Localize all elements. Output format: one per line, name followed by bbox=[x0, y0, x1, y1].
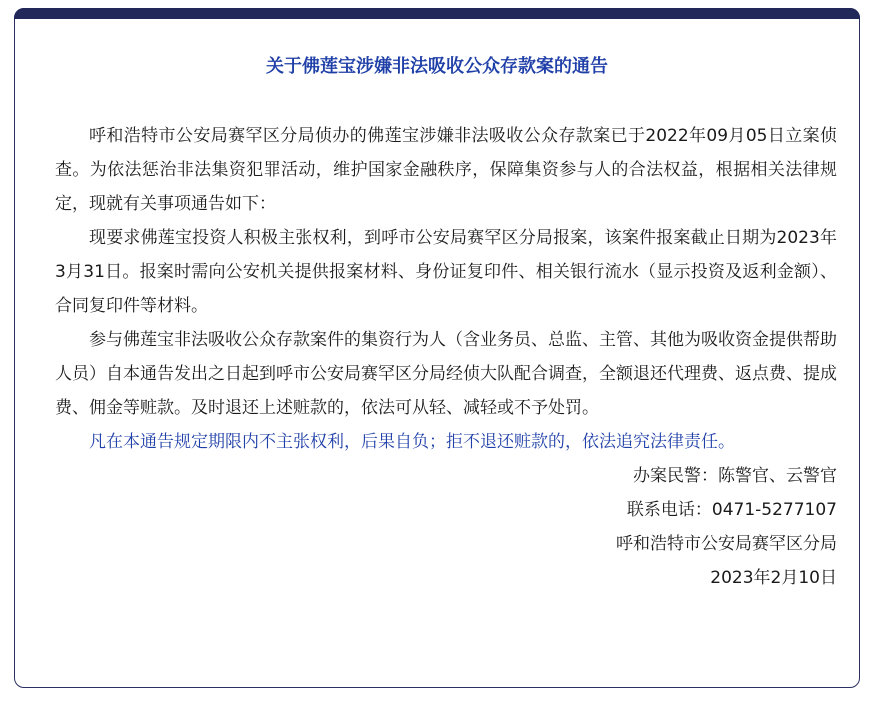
notice-card bbox=[14, 8, 860, 688]
notice-body bbox=[55, 119, 837, 595]
paragraph-report-requirement: 现要求佛莲宝投资人积极主张权利，到呼市公安局赛罕区分局报案，该案件报案截止日期为2023年3月31日。报案时需向公安机关提供报案材料、身份证复印件、相关银行流水（显示投资及返利金额）、合同复印件等材料。 bbox=[55, 228, 837, 316]
signature-phone: 联系电话：0471-5277107 bbox=[626, 500, 837, 520]
paragraph-refund-requirement: 参与佛莲宝非法吸收公众存款案件的集资行为人（含业务员、总监、主管、其他为吸收资金提供帮助人员）自本通告发出之日起到呼市公安局赛罕区分局经侦大队配合调查，全额退还代理费、返点费、提成费、佣金等赃款。及时退还上述赃款的，依法可从轻、减轻或不予处罚。 bbox=[55, 330, 837, 418]
signature-agency: 呼和浩特市公安局赛罕区分局 bbox=[616, 534, 837, 554]
signature-officers: 办案民警：陈警官、云警官 bbox=[633, 466, 837, 486]
paragraph-warning: 凡在本通告规定期限内不主张权利，后果自负；拒不退还赃款的，依法追究法律责任。 bbox=[89, 432, 735, 452]
header-bar bbox=[14, 8, 860, 19]
page-title: 关于佛莲宝涉嫌非法吸收公众存款案的通告 bbox=[266, 56, 608, 77]
paragraph-intro: 呼和浩特市公安局赛罕区分局侦办的佛莲宝涉嫌非法吸收公众存款案已于2022年09月05日立案侦查。为依法惩治非法集资犯罪活动，维护国家金融秩序，保障集资参与人的合法权益，根据相关法律规定，现就有关事项通告如下： bbox=[55, 126, 837, 214]
signature-date: 2023年2月10日 bbox=[710, 568, 837, 588]
